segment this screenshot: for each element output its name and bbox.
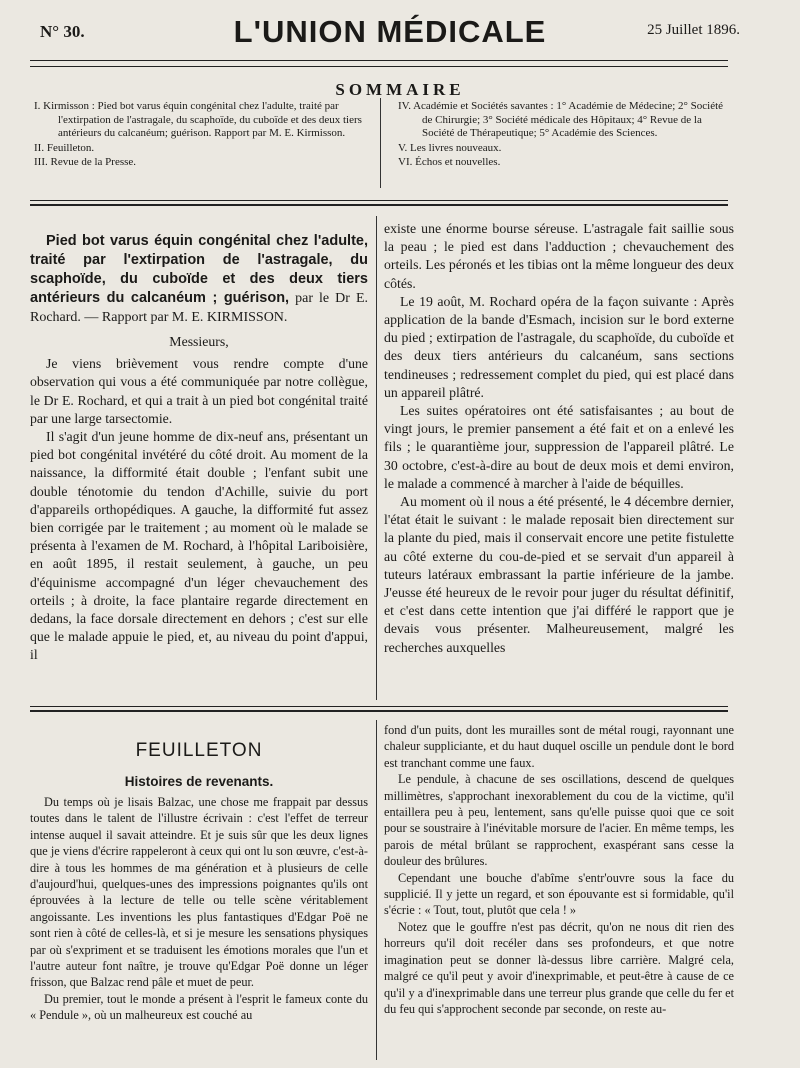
masthead-rule-thin [30,66,728,67]
article-paragraph: Les suites opératoires ont été satisfaisantes ; au bout de vingt jours, le premier pansement a été fait et on a enlevé les fils ; le quarantième jour, suppression de l'appareil plâtré. Le 30 octobre, c'est-à-dire au bout de deux mois et demi environ, le malade a commencé à marcher à l'aide de béquilles. [384,403,734,491]
feuilleton-paragraph: Du temps où je lisais Balzac, une chose me frappait par dessus toutes dans le talent de l'illustre écrivain : c'est l'effet de terreur intense auquel il savait atteindre. Et je suis sûr que les deux lignes que je viens d'écrire rappeleront à ceux qui ont lu son œuvre, c'est-à-dire à tous les hommes de ma génération et à plusieurs de celle d'aujourd'hui, quelques-unes des impressions poignantes qu'ils ont éprouvées à la lecture de telle ou telle scène véritablement angoissante. Les inventions les plus fantastiques d'Edgar Poë ne sont rien à côté de celles-là, et si je mesure les sensations physiques par où s'expriment et se traduisent les émotions morales que l'un et l'autre auteur font naître, je trouve qu'Edgar Poë donne un léger frisson, que Balzac rend pâle et muet de peur. [30,795,368,990]
article-right-column [384,220,734,657]
feuilleton-paragraph: Cependant une bouche d'abîme s'entr'ouvre sous la face du supplicié. Il y jette un regard, et son épouvante est si formidable, qu'il s'écrie : « Tout, tout, plutôt que cela ! » [384,870,734,918]
article-left-column [30,232,368,665]
feuilleton-paragraph: Notez que le gouffre n'est pas décrit, qu'on ne nous dit rien des horreurs qu'il doit recéler dans ses profondeurs, et que notre imagination peut se donner là-dessus libre carrière. Malgré cela, malgré ce qu'il peut y avoir d'inexprimable, et peut-être à cause de ce qu'il y a d'inexprimable dans une terreur plus grande que celle du fer et du feu qui s'approchent seconde par seconde, on reste au- [384,919,734,1016]
masthead-rule [30,60,728,61]
issue-number: N° 30. [40,22,85,41]
article-title [30,232,368,327]
article-author: par le Dr E. Rochard. — Rapport par M. E. KIRMISSON. [30,291,368,325]
feuilleton-paragraph: Le pendule, à chacune de ses oscillations, descend de quelques millimètres, s'approchant inexorablement du cou de la victime, qu'il entaillera peu à peu, lentement, sans qu'elle puisse quoi que ce soit pour se soustraire à l'inévitable morsure de l'acier. En même temps, les parois de métal brûlant se rapprochent, exaspérant sans cesse la douleur des brûlures. [384,772,734,869]
feuilleton-paragraph: fond d'un puits, dont les murailles sont de métal rougi, rayonnant une chaleur suppliciante, et du haut duquel oscille un pendule dont le bord est tranchant comme une faux. [384,723,734,770]
article-paragraph: Au moment où il nous a été présenté, le 4 décembre dernier, l'état était le suivant : le malade reposait bien directement sur la plante du pied, mais il conservait encore une petite fistulette au côté externe du cou-de-pied et se servait d'un appareil à tuteurs latéraux embrassant la partie inférieure de la jambe. J'eusse été heureux de le revoir pour juger du résultat définitif, et c'est dans cette intention que j'ai différé le rapport que je devais vous présenter. Malheureusement, malgré les recherches auxquelles [384,494,734,655]
article-paragraph: existe une énorme bourse séreuse. L'astragale fait saillie sous la peau ; le pied est dans l'adduction ; chevauchement des orteils. Les péronés et les tibias ont la même longueur des deux côtés. [384,221,734,291]
sommaire-left-column [34,100,364,171]
feuilleton-left-column [30,794,368,1024]
section-rule [30,200,728,206]
sommaire-right-column [398,100,734,171]
sommaire-item: VI. Échos et nouvelles. [398,156,501,168]
sommaire-item: IV. Académie et Sociétés savantes : 1° Académie de Médecine; 2° Société de Chirurgie; 3° Société médicale des Hôpitaux; 4° Revue de la Société de Thérapeutique; 5° Académie des Sciences. [398,100,724,139]
feuilleton-column-divider [376,720,377,1060]
article-salutation: Messieurs, [169,334,229,349]
feuilleton-paragraph: Du premier, tout le monde a présent à l'esprit le fameux conte du « Pendule », où un malheureux est couché au [30,991,368,1023]
article-title-text: Pied bot varus équin congénital chez l'adulte, traité par l'extirpation de l'astragale, du scaphoïde, du cuboïde et des deux tiers antérieurs du calcanéum ; guérison, [30,233,368,306]
article-paragraph: Le 19 août, M. Rochard opéra de la façon suivante : Après application de la bande d'Esmach, incision sur le bord externe du pied ; extirpation de l'astragale, du scaphoïde, du cuboïde et des deux tiers antérieurs du calcanéum, sans sections tendineuses ; redressement complet du pied, qui est placé dans un appareil plâtré. [384,293,734,400]
sommaire-divider [380,98,381,188]
newspaper-title: L'UNION MÉDICALE [233,14,547,49]
feuilleton-subtitle: Histoires de revenants. [124,774,274,789]
sommaire-title: SOMMAIRE [335,80,465,99]
issue-date: 25 Juillet 1896. [647,22,740,38]
sommaire-item: II. Feuilleton. [34,141,95,154]
feuilleton-right-column [384,722,734,1017]
masthead [30,14,750,54]
feuilleton-rule [30,706,728,712]
column-divider [376,216,377,700]
feuilleton-heading: FEUILLETON [135,740,263,761]
article-paragraph: Je viens brièvement vous rendre compte d'une observation qui vous a été communiquée par notre collègue, le Dr E. Rochard, et qui a trait à un pied bot congénital traité par une large tarsectomie. [30,356,368,426]
sommaire-item: I. Kirmisson : Pied bot varus équin congénital chez l'adulte, traité par l'extirpation de l'astragale, du scaphoïde, du cuboïde et des deux tiers antérieurs du calcanéum; guérison. Rapport par M. E. Kirmisson. [34,100,362,139]
article-paragraph: Il s'agit d'un jeune homme de dix-neuf ans, présentant un pied bot congénital invétéré du côté droit. Au moment de la naissance, la difformité était double ; l'enfant subit une double ténotomie du tendon d'Achille, suivie du port d'appareils orthopédiques. A gauche, la difformité fut assez bien corrigée par le traitement ; au moment où le malade se présenta à l'examen de M. Rochard, à l'hôpital Lariboisière, en août 1895, il restait seulement, à gauche, un peu d'équinisme accompagné d'un léger chevauchement des orteils ; à droite, la face plantaire regarde directement en dedans, la face dorsale directement en dehors ; c'est sur elle que le malade appuie le pied, et, au niveau du point d'appui, il [30,429,368,663]
sommaire-item: V. Les livres nouveaux. [398,141,502,154]
sommaire-item: III. Revue de la Presse. [34,156,137,168]
